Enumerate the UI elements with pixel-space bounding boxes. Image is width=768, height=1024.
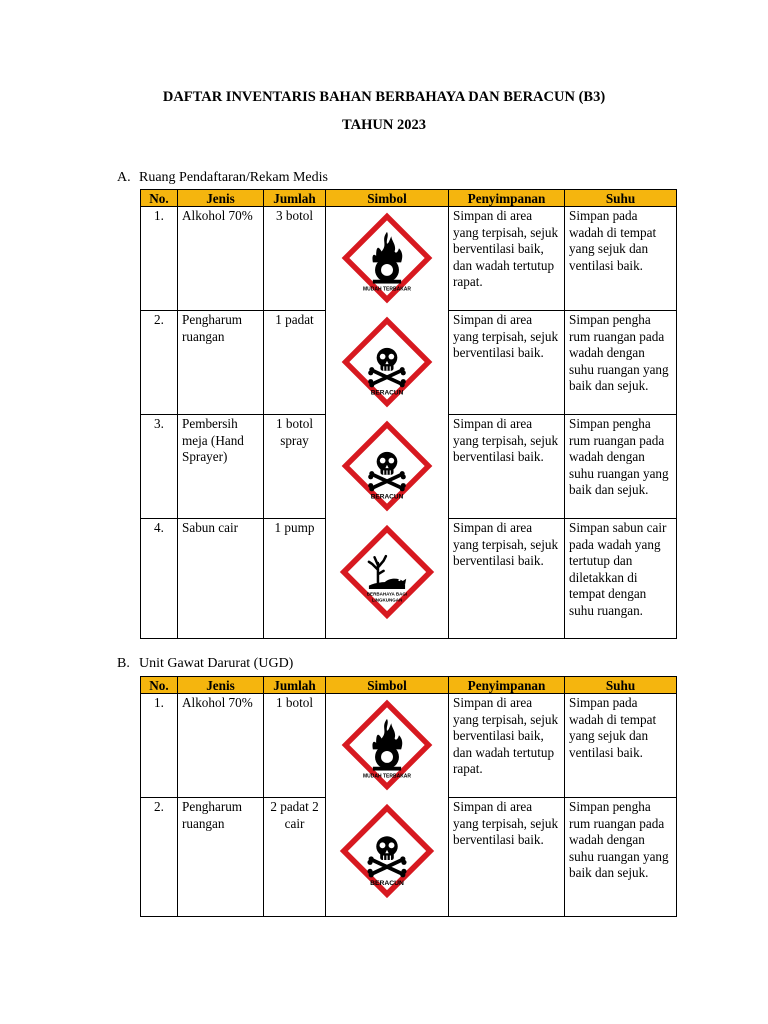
cell-jenis: Sabun cair [178, 519, 264, 639]
cell-jenis: Alkohol 70% [178, 207, 264, 311]
cell-simbol [326, 311, 449, 415]
col-header-jumlah: Jumlah [264, 677, 326, 694]
cell-jumlah: 1 botol [264, 694, 326, 798]
environment-hazard-icon [331, 520, 443, 624]
flame-over-circle-icon [331, 695, 443, 795]
cell-no: 1. [141, 694, 178, 798]
table-row [141, 415, 677, 519]
col-header-no: No. [141, 190, 178, 207]
cell-jenis: Pengharum ruangan [178, 311, 264, 415]
col-header-suhu: Suhu [565, 677, 677, 694]
section-a-heading [117, 170, 328, 186]
col-header-penyimpanan: Penyimpanan [449, 677, 565, 694]
cell-suhu: Simpan pengha rum ruangan pada wadah dengan suhu ruangan yang baik dan sejuk. [565, 311, 677, 415]
document-title: DAFTAR INVENTARIS BAHAN BERBAHAYA DAN BERACUN (B3) [162, 89, 606, 105]
cell-penyimpanan: Simpan di area yang terpisah, sejuk berventilasi baik. [449, 415, 565, 519]
cell-penyimpanan: Simpan di area yang terpisah, sejuk berventilasi baik, dan wadah tertutup rapat. [449, 694, 565, 798]
section-name: Ruang Pendaftaran/Rekam Medis [139, 170, 328, 185]
section-letter: B. [117, 656, 130, 671]
table-row [141, 519, 677, 639]
cell-no: 1. [141, 207, 178, 311]
cell-suhu: Simpan pengha rum ruangan pada wadah dengan suhu ruangan yang baik dan sejuk. [565, 415, 677, 519]
cell-simbol [326, 519, 449, 639]
cell-jenis: Alkohol 70% [178, 694, 264, 798]
col-header-penyimpanan: Penyimpanan [449, 190, 565, 207]
pictogram-label: BERACUN [370, 493, 404, 501]
col-header-no: No. [141, 677, 178, 694]
pictogram-label: MUDAH TERBAKAR [362, 286, 412, 293]
col-header-simbol: Simbol [326, 190, 449, 207]
cell-suhu: Simpan pada wadah di tempat yang sejuk dan ventilasi baik. [565, 694, 677, 798]
col-header-jumlah: Jumlah [264, 190, 326, 207]
cell-penyimpanan: Simpan di area yang terpisah, sejuk berventilasi baik, dan wadah tertutup rapat. [449, 207, 565, 311]
table-row [141, 207, 677, 311]
section-letter: A. [117, 170, 131, 185]
cell-jenis: Pembersih meja (Hand Sprayer) [178, 415, 264, 519]
flame-over-circle-icon [331, 208, 443, 308]
section-name: Unit Gawat Darurat (UGD) [139, 656, 294, 671]
col-header-jenis: Jenis [178, 190, 264, 207]
inventory-table-a [140, 189, 677, 639]
col-header-jenis: Jenis [178, 677, 264, 694]
skull-crossbones-icon [331, 416, 443, 516]
cell-jenis: Pengharum ruangan [178, 798, 264, 917]
table-header-row [141, 677, 677, 694]
cell-suhu: Simpan sabun cair pada wadah yang tertutup dan diletakkan di tempat dengan suhu ruangan. [565, 519, 677, 639]
cell-simbol [326, 207, 449, 311]
cell-no: 2. [141, 311, 178, 415]
pictogram-label: BERACUN [370, 389, 404, 397]
cell-simbol [326, 694, 449, 798]
inventory-table-b [140, 676, 677, 917]
skull-crossbones-icon [331, 799, 443, 903]
cell-jumlah: 1 pump [264, 519, 326, 639]
cell-simbol [326, 415, 449, 519]
cell-penyimpanan: Simpan di area yang terpisah, sejuk berventilasi baik. [449, 311, 565, 415]
cell-penyimpanan: Simpan di area yang terpisah, sejuk berventilasi baik. [449, 519, 565, 639]
cell-no: 4. [141, 519, 178, 639]
cell-jumlah: 1 botol spray [264, 415, 326, 519]
cell-suhu: Simpan pengha rum ruangan pada wadah dengan suhu ruangan yang baik dan sejuk. [565, 798, 677, 917]
cell-simbol [326, 798, 449, 917]
cell-penyimpanan: Simpan di area yang terpisah, sejuk berventilasi baik. [449, 798, 565, 917]
pictogram-label: BERBAHAYA BAGI LINGKUNGAN [366, 591, 408, 602]
pictogram-label: BERACUN [370, 879, 404, 887]
col-header-simbol: Simbol [326, 677, 449, 694]
section-b-heading [117, 656, 293, 672]
skull-crossbones-icon [331, 312, 443, 412]
table-row [141, 311, 677, 415]
cell-jumlah: 3 botol [264, 207, 326, 311]
cell-no: 2. [141, 798, 178, 917]
table-header-row [141, 190, 677, 207]
cell-jumlah: 1 padat [264, 311, 326, 415]
table-row [141, 694, 677, 798]
cell-no: 3. [141, 415, 178, 519]
cell-jumlah: 2 padat 2 cair [264, 798, 326, 917]
cell-suhu: Simpan pada wadah di tempat yang sejuk dan ventilasi baik. [565, 207, 677, 311]
col-header-suhu: Suhu [565, 190, 677, 207]
pictogram-label: MUDAH TERBAKAR [362, 773, 412, 780]
document-year: TAHUN 2023 [342, 117, 426, 133]
table-row [141, 798, 677, 917]
